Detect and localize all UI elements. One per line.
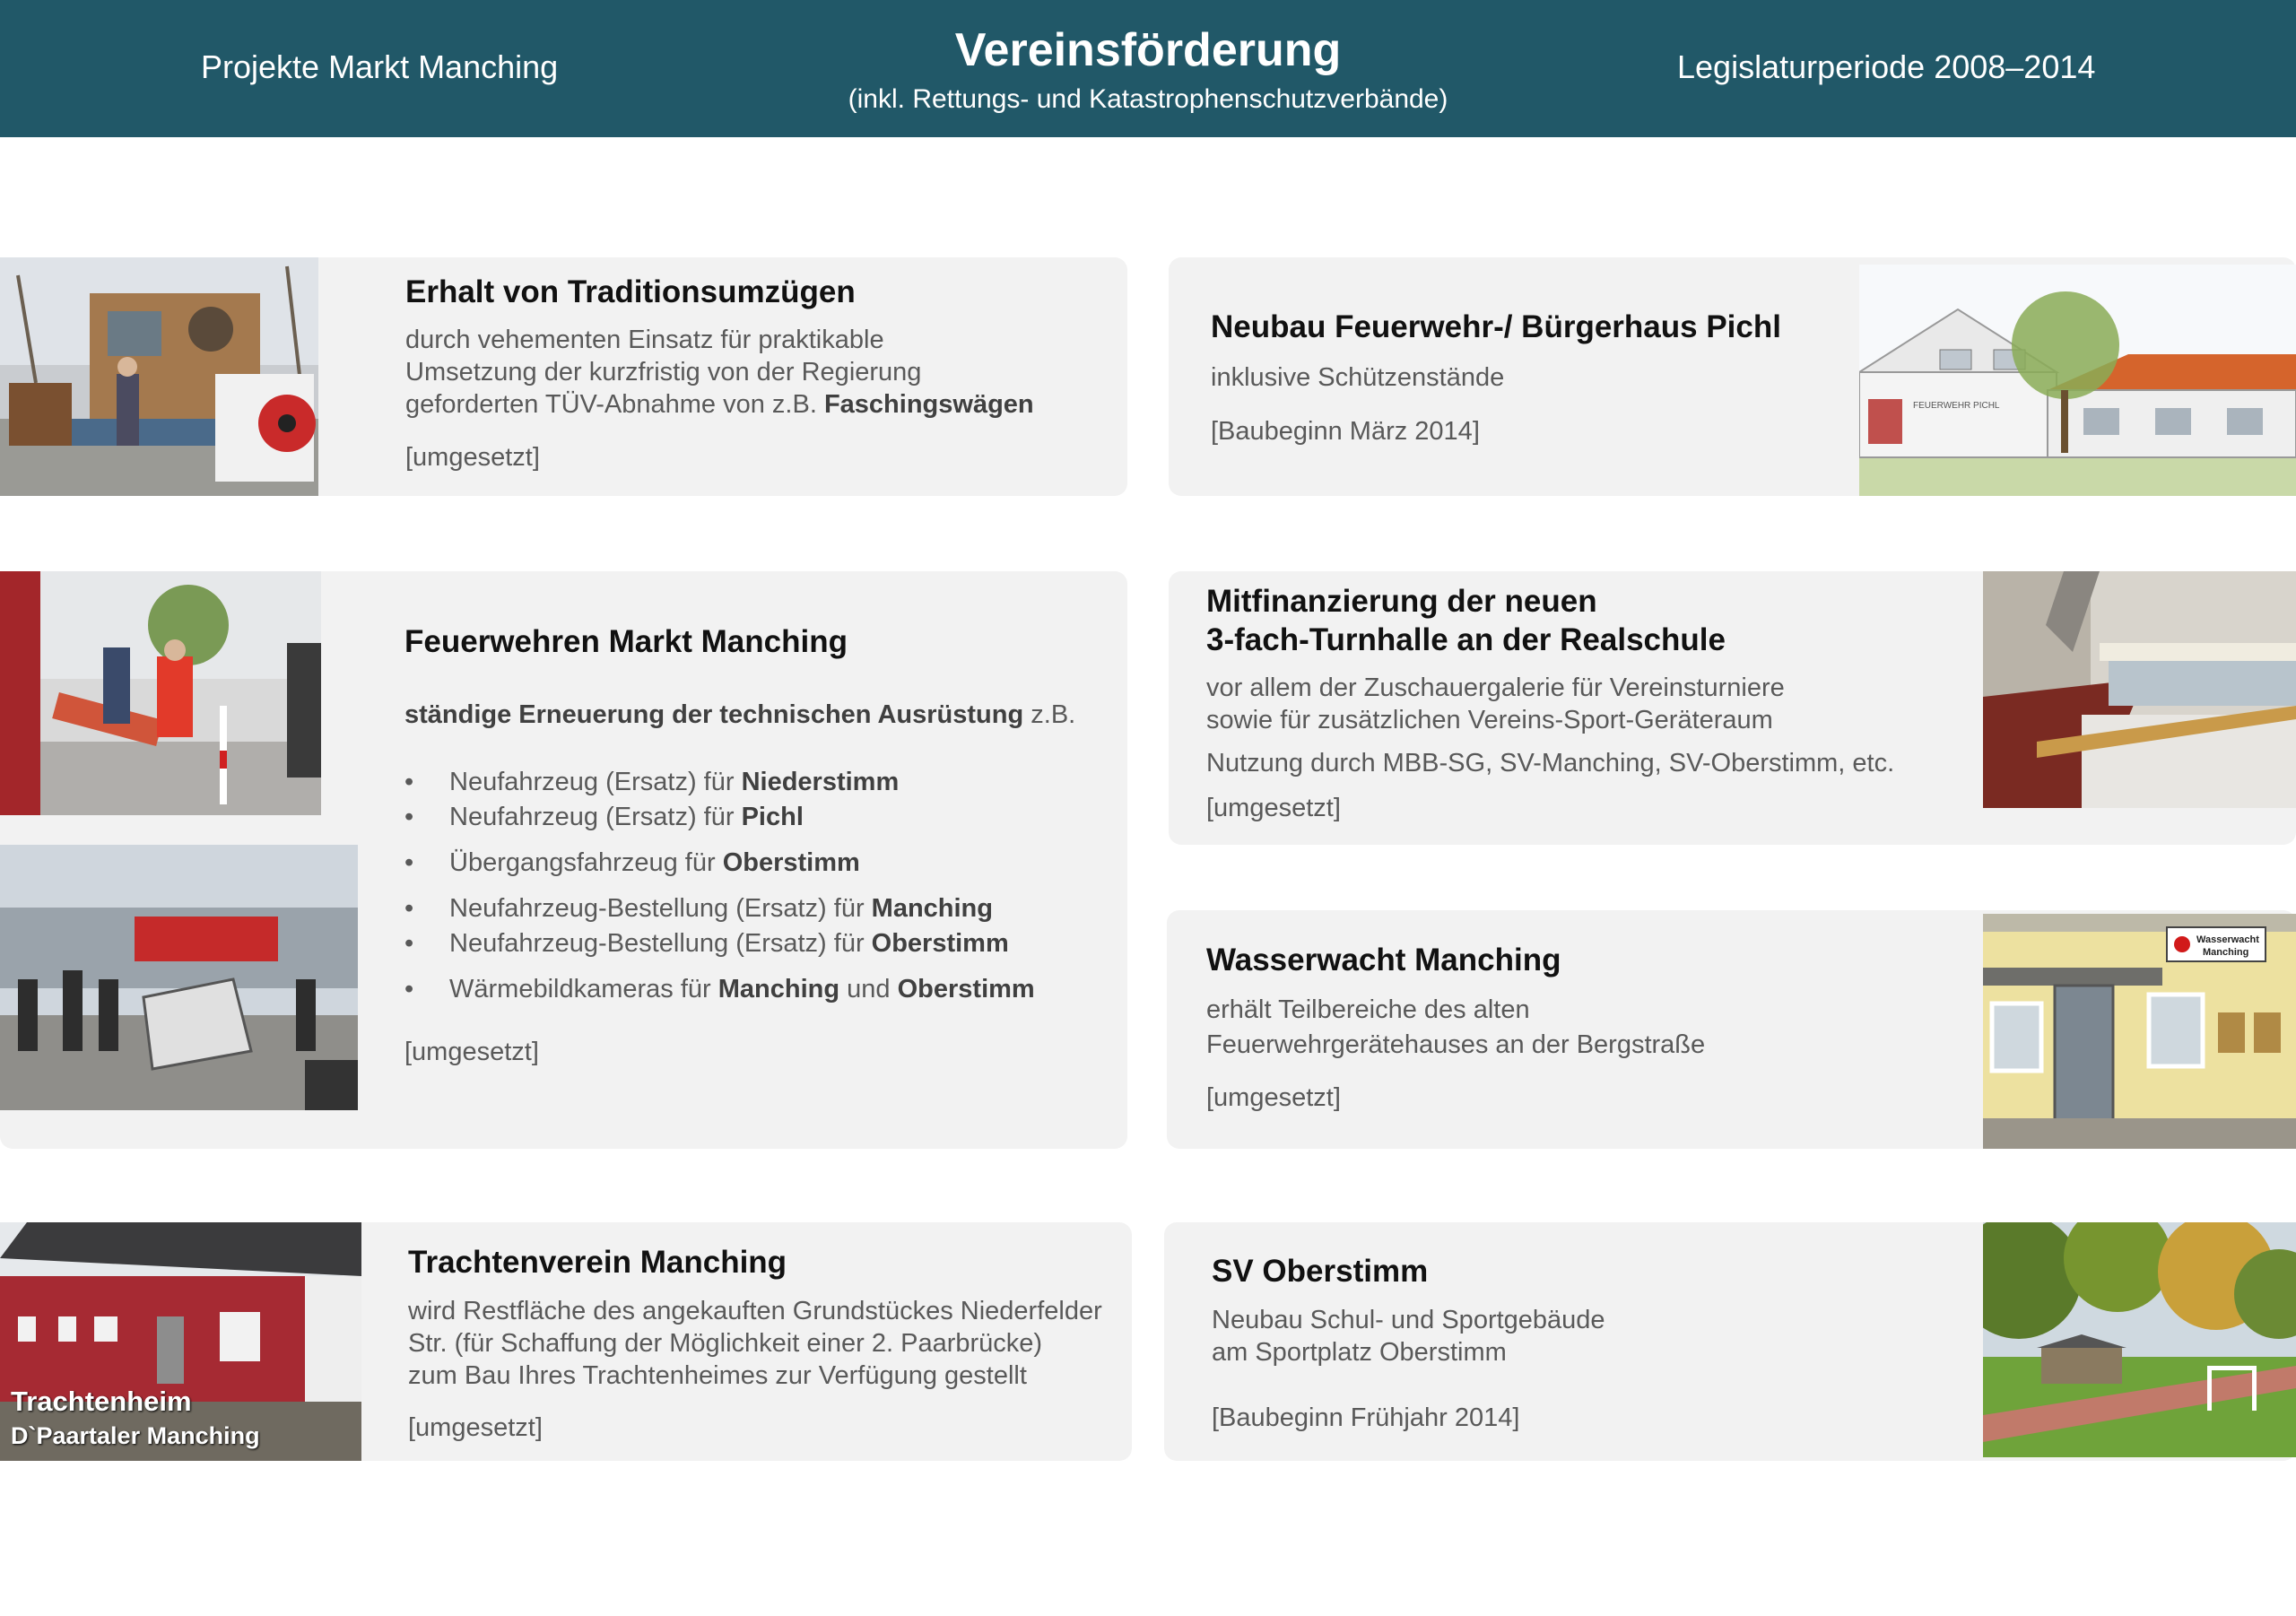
bullet-dot: • [404,975,414,1003]
card7-line2: am Sportplatz Oberstimm [1212,1338,1507,1367]
rescue-exercise-photo [0,571,321,815]
card3-intro-rest: z.B. [1023,700,1076,729]
sportplatz-photo [1983,1222,2296,1457]
card6-line1: wird Restfläche des angekauften Grundstückes Niederfelder [408,1297,1102,1325]
sports-hall-photo [1983,571,2296,808]
item-place-2: Oberstimm [897,975,1035,1003]
header-period-label: Legislaturperiode 2008–2014 [1677,48,2096,85]
card7-line1: Neubau Schul- und Sportgebäude [1212,1306,1605,1334]
card5-description [1206,994,1705,1061]
bullet-dot: • [404,929,414,958]
trachtenheim-caption-line1: Trachtenheim [11,1386,192,1417]
card6-line3: zum Bau Ihres Trachtenheimes zur Verfügung gestellt [408,1361,1027,1390]
card3-intro [404,699,1075,731]
page-subtitle: (inkl. Rettungs- und Katastrophenschutzverbände) [848,84,1448,114]
bullet-dot: • [404,894,414,923]
bullet-dot: • [404,848,414,877]
trachtenheim-caption-line2: D`Paartaler Manching [11,1422,260,1449]
car-accident-exercise-photo [0,845,358,1110]
card1-description [405,324,1034,421]
card7-title: SV Oberstimm [1212,1254,1429,1289]
bullet-dot: • [404,803,414,831]
item-place: Niederstimm [741,768,900,796]
item-text: Übergangsfahrzeug für [449,848,723,877]
card1-title: Erhalt von Traditionsumzügen [405,274,856,309]
card1-line1: durch vehementen Einsatz für praktikable [405,326,884,354]
card6-status: [umgesetzt] [408,1413,543,1442]
card6-line2: Str. (für Schaffung der Möglichkeit einer 2. Paarbrücke) [408,1329,1043,1358]
item-text: Neufahrzeug-Bestellung (Ersatz) für [449,929,872,958]
item-place: Manching [871,894,993,923]
card2-status: [Baubeginn März 2014] [1211,417,1480,446]
buergerhaus-rendering [1859,265,2296,496]
item-place: Pichl [741,803,804,831]
card6-title: Trachtenverein Manching [408,1245,787,1280]
wasserwacht-building-photo [1983,914,2296,1149]
card5-status: [umgesetzt] [1206,1083,1341,1112]
card4-line2: sowie für zusätzlichen Vereins-Sport-Geräteraum [1206,706,1773,734]
page-header [0,0,2296,137]
card2-line1: inklusive Schützenstände [1211,363,1505,392]
item-place: Oberstimm [871,929,1009,958]
card7-status: [Baubeginn Frühjahr 2014] [1212,1403,1520,1432]
trachtenheim-photo [0,1222,361,1461]
card2-title: Neubau Feuerwehr-/ Bürgerhaus Pichl [1211,309,1781,344]
card5-title: Wasserwacht Manching [1206,943,1561,977]
card1-line3-text: geforderten TÜV-Abnahme von z.B. [405,390,824,419]
item-text: Neufahrzeug (Ersatz) für [449,768,742,796]
item-connector: und [839,975,898,1003]
card3-status: [umgesetzt] [404,1038,539,1066]
card1-line3 [405,388,1034,421]
card3-intro-bold: ständige Erneuerung der technischen Ausrüstung [404,700,1024,729]
wasserwacht-sign-line1: Wasserwacht [2196,934,2259,945]
card4-title-line1: Mitfinanzierung der neuen [1206,584,1597,619]
item-text: Neufahrzeug (Ersatz) für [449,803,742,831]
card4-title-line2: 3-fach-Turnhalle an der Realschule [1206,622,1726,657]
card7-description [1212,1304,1605,1368]
header-project-label: Projekte Markt Manching [201,48,559,85]
wasserwacht-sign-line2: Manching [2203,947,2249,958]
card4-status: [umgesetzt] [1206,794,1341,822]
page-title: Vereinsförderung [954,24,1342,76]
item-text: Neufahrzeug-Bestellung (Ersatz) für [449,894,872,923]
card4-description [1206,672,1785,736]
buergerhaus-sign-text: FEUERWEHR PICHL [1913,401,2000,411]
card5-line2: Feuerwehrgerätehauses an der Bergstraße [1206,1030,1706,1059]
card5-line1: erhält Teilbereiche des alten [1206,995,1530,1024]
item-place: Oberstimm [722,848,860,877]
card1-line3-bold: Faschingswägen [823,390,1034,419]
parade-photo [0,257,318,496]
card4-line1: vor allem der Zuschauergalerie für Vereinsturniere [1206,673,1785,702]
card1-line2: Umsetzung der kurzfristig von der Regierung [405,358,922,387]
card6-description [408,1295,1102,1392]
card3-title: Feuerwehren Markt Manching [404,624,848,659]
card4-line3: Nutzung durch MBB-SG, SV-Manching, SV-Oberstimm, etc. [1206,749,1895,778]
item-place: Manching [718,975,840,1003]
item-text: Wärmebildkameras für [449,975,718,1003]
bullet-dot: • [404,768,414,796]
card1-status: [umgesetzt] [405,443,540,472]
